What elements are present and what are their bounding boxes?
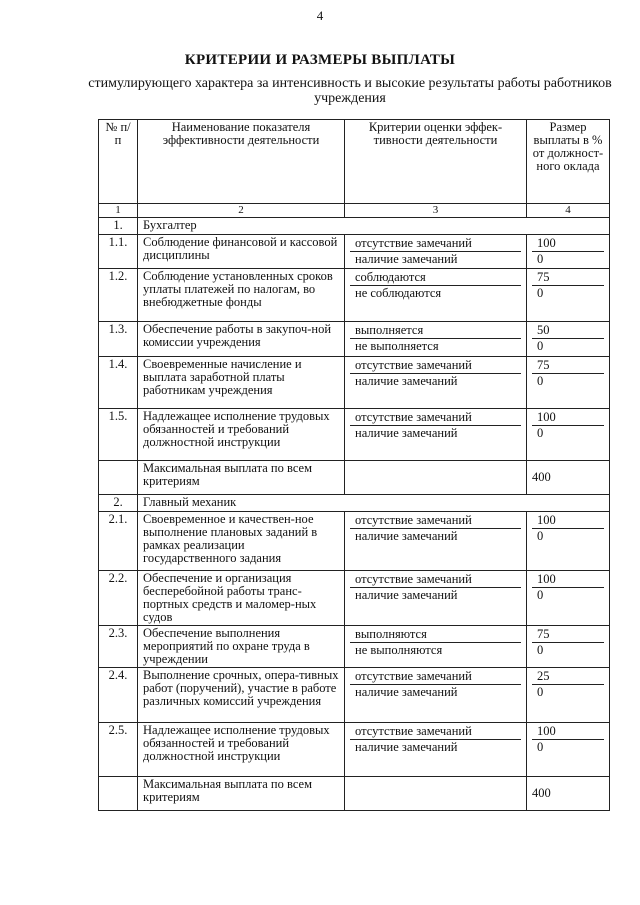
criterion-amount: 100 <box>532 724 604 740</box>
criterion-text: отсутствие замечаний <box>350 513 521 529</box>
indicator-row <box>99 723 610 777</box>
criterion-amount: 0 <box>537 426 544 440</box>
criteria-cell <box>345 626 527 668</box>
page-number: 4 <box>316 8 324 23</box>
criterion-amount: 0 <box>537 740 544 754</box>
indicator-name: Надлежащее исполнение трудовых обязанностей и требований должностной инструкции <box>138 723 345 777</box>
criterion-amount: 25 <box>532 669 604 685</box>
criterion-text: наличие замечаний <box>355 740 458 754</box>
criterion-text: соблюдаются <box>350 270 521 286</box>
indicator-name: Выполнение срочных, опера-тивных работ (поручений), участие в работе различных комиссий учреждения <box>138 668 345 723</box>
criterion-amount: 75 <box>532 627 604 643</box>
section-number: 2. <box>99 495 138 512</box>
criteria-cell <box>345 668 527 723</box>
amount-cell <box>527 235 610 269</box>
criterion-amount: 100 <box>532 410 604 426</box>
indicator-name: Соблюдение финансовой и кассовой дисциплины <box>138 235 345 269</box>
amount-cell <box>527 626 610 668</box>
criterion-text: отсутствие замечаний <box>350 572 521 588</box>
indicator-number: 2.4. <box>99 668 138 723</box>
indicator-name: Обеспечение работы в закупоч-ной комиссии учреждения <box>138 322 345 357</box>
criterion-text: наличие замечаний <box>355 529 458 543</box>
criterion-text: отсутствие замечаний <box>350 358 521 374</box>
criteria-cell <box>345 409 527 461</box>
section-row <box>99 495 610 512</box>
criterion-text: не соблюдаются <box>355 286 442 300</box>
criteria-cell <box>345 512 527 571</box>
criteria-table <box>98 119 610 811</box>
header-indicator: Наименование показателя эффективности деятельности <box>138 120 345 204</box>
indicator-number: 2.1. <box>99 512 138 571</box>
criteria-cell <box>345 357 527 409</box>
indicator-name: Своевременные начисление и выплата заработной платы работникам учреждения <box>138 357 345 409</box>
max-payment-amount: 400 <box>527 461 610 495</box>
amount-cell <box>527 357 610 409</box>
header-number: № п/п <box>99 120 138 204</box>
amount-cell <box>527 571 610 626</box>
indicator-number: 2.5. <box>99 723 138 777</box>
criterion-amount: 0 <box>537 588 544 602</box>
document-subtitle: стимулирующего характера за интенсивность и высокие результаты работы работников учреждения <box>88 76 612 106</box>
document-title: КРИТЕРИИ И РАЗМЕРЫ ВЫПЛАТЫ <box>184 52 456 68</box>
criterion-text: отсутствие замечаний <box>350 669 521 685</box>
criterion-text: не выполняются <box>355 643 443 657</box>
criterion-text: не выполняется <box>355 339 439 353</box>
header-row <box>99 120 610 204</box>
criterion-amount: 75 <box>532 358 604 374</box>
criterion-amount: 0 <box>537 529 544 543</box>
indicator-row <box>99 322 610 357</box>
header-amount: Размер выплаты в % от должност-ного оклада <box>527 120 610 204</box>
criterion-text: наличие замечаний <box>355 374 458 388</box>
criterion-amount: 0 <box>537 252 544 266</box>
section-name: Бухгалтер <box>138 218 610 235</box>
criterion-amount: 100 <box>532 236 604 252</box>
amount-cell <box>527 322 610 357</box>
criteria-cell <box>345 235 527 269</box>
criterion-amount: 100 <box>532 513 604 529</box>
criterion-amount: 50 <box>532 323 604 339</box>
criterion-amount: 0 <box>537 374 544 388</box>
criterion-amount: 75 <box>532 270 604 286</box>
max-payment-row <box>99 461 610 495</box>
indicator-row <box>99 626 610 668</box>
indicator-row <box>99 409 610 461</box>
criteria-cell <box>345 269 527 322</box>
column-number: 1 <box>99 204 138 218</box>
criteria-cell <box>345 322 527 357</box>
section-number: 1. <box>99 218 138 235</box>
indicator-number: 2.2. <box>99 571 138 626</box>
max-payment-label: Максимальная выплата по всем критериям <box>138 777 345 811</box>
column-number: 2 <box>138 204 345 218</box>
column-number-row <box>99 204 610 218</box>
max-payment-blank <box>99 461 138 495</box>
criteria-cell <box>345 723 527 777</box>
indicator-number: 2.3. <box>99 626 138 668</box>
criteria-table-body <box>99 120 610 811</box>
section-name: Главный механик <box>138 495 610 512</box>
indicator-number: 1.1. <box>99 235 138 269</box>
amount-cell <box>527 409 610 461</box>
indicator-number: 1.3. <box>99 322 138 357</box>
indicator-row <box>99 571 610 626</box>
criterion-text: наличие замечаний <box>355 588 458 602</box>
max-payment-row <box>99 777 610 811</box>
header-criteria: Критерии оценки эффек-тивности деятельности <box>345 120 527 204</box>
max-payment-amount: 400 <box>527 777 610 811</box>
criterion-amount: 0 <box>537 685 544 699</box>
criteria-cell <box>345 571 527 626</box>
criterion-text: наличие замечаний <box>355 252 458 266</box>
indicator-name: Обеспечение и организация бесперебойной работы транс-портных средств и маломер-ных судов <box>138 571 345 626</box>
indicator-row <box>99 512 610 571</box>
indicator-row <box>99 235 610 269</box>
criterion-amount: 0 <box>537 339 544 353</box>
amount-cell <box>527 512 610 571</box>
max-payment-criteria-blank <box>345 461 527 495</box>
criterion-text: выполняется <box>350 323 521 339</box>
amount-cell <box>527 668 610 723</box>
column-number: 3 <box>345 204 527 218</box>
amount-cell <box>527 269 610 322</box>
criterion-text: отсутствие замечаний <box>350 724 521 740</box>
criterion-amount: 100 <box>532 572 604 588</box>
indicator-name: Соблюдение установленных сроков уплаты платежей по налогам, во внебюджетные фонды <box>138 269 345 322</box>
indicator-number: 1.4. <box>99 357 138 409</box>
criterion-amount: 0 <box>537 286 544 300</box>
amount-cell <box>527 723 610 777</box>
criterion-text: выполняются <box>350 627 521 643</box>
criterion-amount: 0 <box>537 643 544 657</box>
indicator-name: Своевременное и качествен-ное выполнение плановых заданий в рамках реализации государственного задания <box>138 512 345 571</box>
criterion-text: наличие замечаний <box>355 426 458 440</box>
column-number: 4 <box>527 204 610 218</box>
max-payment-blank <box>99 777 138 811</box>
max-payment-criteria-blank <box>345 777 527 811</box>
criterion-text: наличие замечаний <box>355 685 458 699</box>
max-payment-label: Максимальная выплата по всем критериям <box>138 461 345 495</box>
indicator-name: Надлежащее исполнение трудовых обязанностей и требований должностной инструкции <box>138 409 345 461</box>
indicator-number: 1.5. <box>99 409 138 461</box>
indicator-row <box>99 269 610 322</box>
indicator-row <box>99 357 610 409</box>
indicator-name: Обеспечение выполнения мероприятий по охране труда в учреждении <box>138 626 345 668</box>
section-row <box>99 218 610 235</box>
criterion-text: отсутствие замечаний <box>350 410 521 426</box>
criterion-text: отсутствие замечаний <box>350 236 521 252</box>
indicator-number: 1.2. <box>99 269 138 322</box>
indicator-row <box>99 668 610 723</box>
